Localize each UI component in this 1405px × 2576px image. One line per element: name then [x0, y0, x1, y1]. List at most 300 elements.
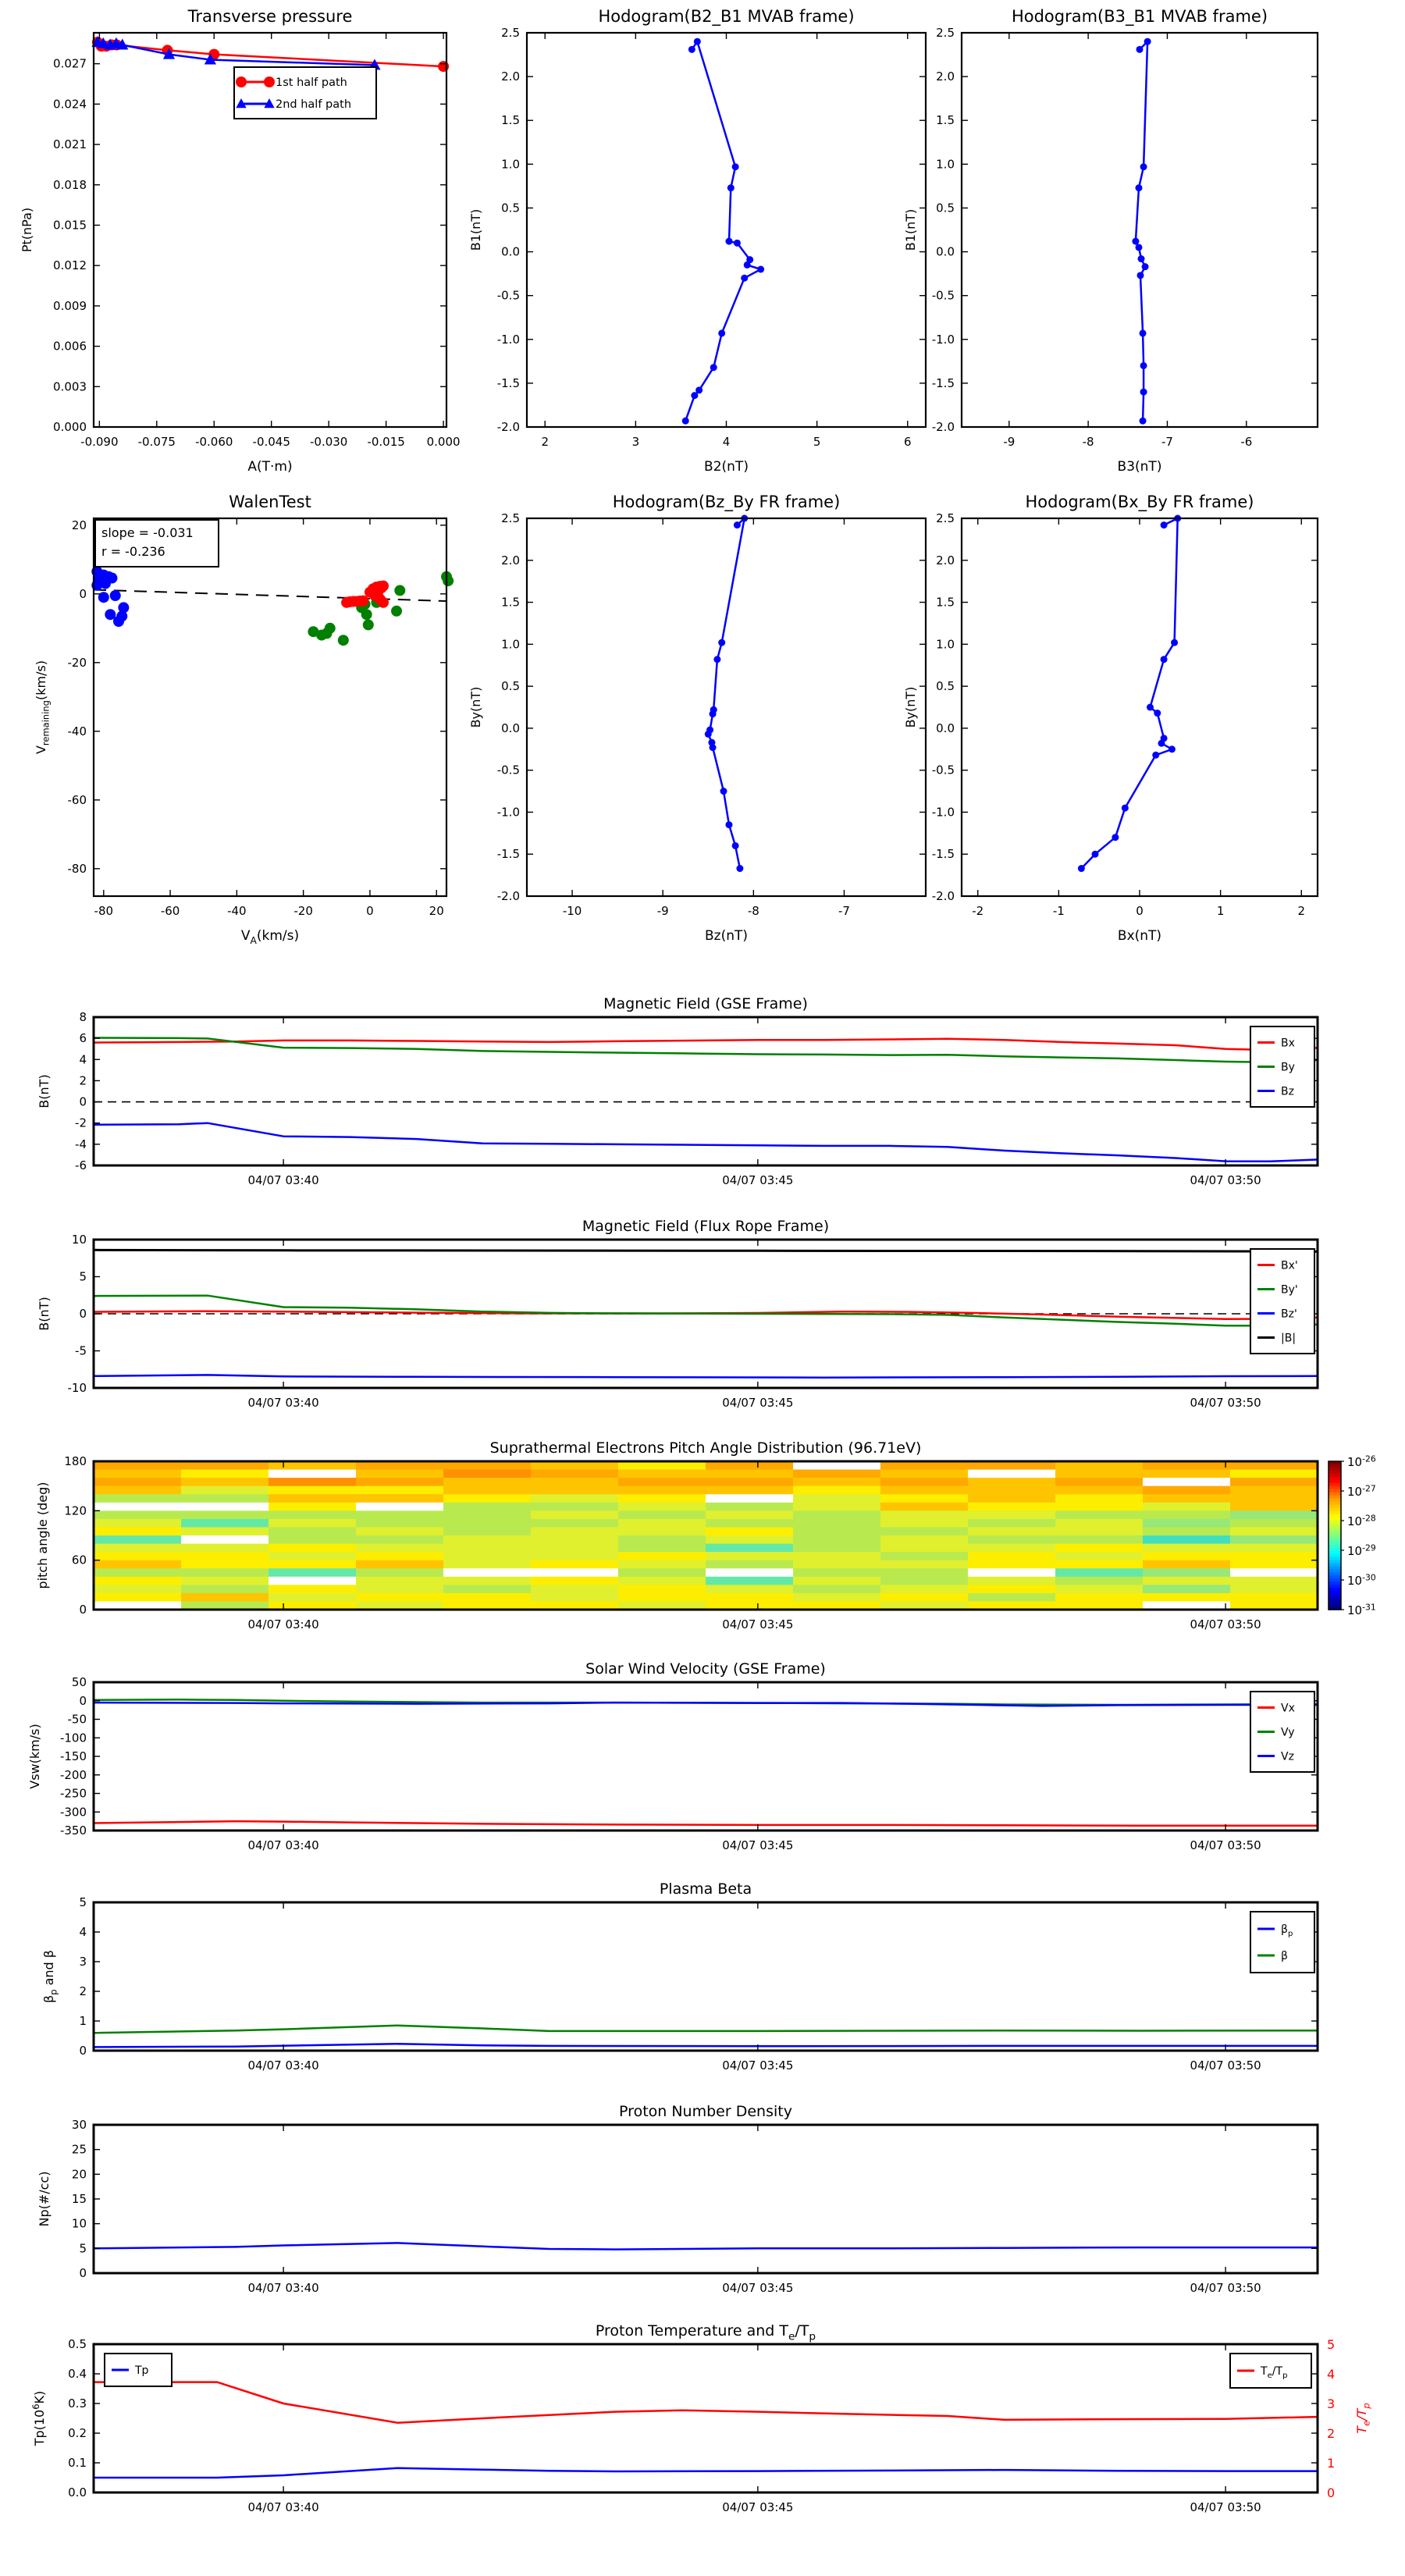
heatmap-cell — [1143, 1577, 1231, 1585]
heatmap-cell — [356, 1527, 444, 1535]
heatmap-cell — [1055, 1519, 1144, 1528]
heatmap-cell — [443, 1461, 532, 1470]
heatmap-cell — [706, 1494, 794, 1503]
x-axis-label: B2(nT) — [704, 459, 749, 475]
y-tick-label: 4 — [79, 1052, 87, 1067]
series-Bz — [94, 1123, 1318, 1162]
heatmap-cell — [1055, 1503, 1144, 1511]
colorbar-cell — [1329, 1523, 1341, 1527]
y-axis-label: Np(#/cc) — [37, 2171, 52, 2227]
colorbar-cell — [1329, 1526, 1341, 1530]
heatmap-cell — [1055, 1470, 1144, 1478]
x-tick-label: 04/07 03:45 — [722, 1173, 794, 1187]
x-tick-label: 04/07 03:40 — [247, 1838, 319, 1852]
x-tick-label: -2 — [972, 904, 984, 918]
colorbar-cell — [1329, 1471, 1341, 1475]
x-tick-label: 04/07 03:50 — [1190, 2500, 1261, 2514]
colorbar-tick-label: $10^{-30}$ — [1347, 1572, 1376, 1588]
y-tick-label: 0.0 — [68, 2485, 87, 2500]
y-tick-label: -1.0 — [496, 332, 520, 347]
y-tick-label: -4 — [75, 1137, 87, 1151]
y-tick-label: 2 — [79, 1984, 87, 1998]
heatmap-cell — [181, 1527, 269, 1535]
legend-label: Bz' — [1281, 1308, 1297, 1321]
marker-dot — [710, 364, 717, 371]
heatmap-cell — [531, 1510, 619, 1519]
heatmap-cell — [181, 1494, 269, 1503]
y-axis-label: $V_{remaining}(km/s)$ — [34, 660, 52, 755]
heatmap-cell — [968, 1544, 1056, 1553]
marker-dot — [705, 731, 712, 738]
marker-dot — [1144, 38, 1151, 45]
heatmap-cell — [356, 1593, 444, 1602]
heatmap-cell — [356, 1577, 444, 1585]
heatmap-cell — [1143, 1461, 1231, 1470]
marker-dot — [1122, 805, 1129, 812]
x-tick-label: -0.015 — [367, 435, 405, 449]
x-tick-label: 04/07 03:45 — [722, 1396, 794, 1410]
y-tick-label: -350 — [59, 1823, 87, 1838]
x-tick-label: 04/07 03:50 — [1190, 1838, 1261, 1852]
marker-circle — [264, 76, 275, 87]
heatmap-cell — [1230, 1486, 1318, 1495]
heatmap-cell — [1230, 1527, 1318, 1535]
y-axis-label: B1(nT) — [468, 208, 483, 251]
heatmap-cell — [443, 1585, 532, 1593]
heatmap-cell — [1143, 1510, 1231, 1519]
heatmap-cell — [793, 1535, 881, 1544]
x-tick-label: -7 — [1161, 435, 1173, 449]
y-tick-label: 1.5 — [501, 113, 520, 128]
y-tick-label: 1.0 — [936, 637, 955, 652]
heatmap-cell — [1143, 1560, 1231, 1569]
legend-label: Vz — [1281, 1750, 1294, 1763]
marker-dot — [363, 619, 374, 630]
y-tick-label: 1.0 — [501, 157, 520, 172]
heatmap-cell — [94, 1527, 182, 1535]
colorbar-cell — [1329, 1504, 1341, 1508]
marker-dot — [378, 597, 389, 608]
heatmap-cell — [618, 1494, 706, 1503]
y-tick-label: 15 — [71, 2192, 87, 2206]
heatmap-cell — [793, 1585, 881, 1593]
y-tick-label: 5 — [79, 2241, 87, 2256]
y-tick-label: -1.5 — [931, 375, 955, 390]
marker-dot — [688, 46, 695, 53]
x-tick-label: 04/07 03:45 — [722, 2500, 794, 2514]
heatmap-cell — [1143, 1585, 1231, 1593]
legend-label: Vx — [1281, 1702, 1295, 1715]
colorbar-cell — [1329, 1557, 1341, 1561]
heatmap-cell — [269, 1494, 357, 1503]
heatmap-cell — [1143, 1535, 1231, 1544]
x-tick-label: -7 — [838, 904, 850, 918]
heatmap-cell — [1055, 1593, 1144, 1602]
heatmap-cell — [94, 1577, 182, 1585]
y-tick-label: 20 — [71, 2167, 87, 2182]
y-tick-label: -60 — [67, 792, 87, 807]
colorbar-cell — [1329, 1535, 1341, 1539]
marker-dot — [443, 575, 454, 586]
x-tick-label: 04/07 03:50 — [1190, 2281, 1261, 2295]
colorbar-cell — [1329, 1560, 1341, 1564]
panel-hodogram_b2_b1 — [468, 7, 926, 475]
y-tick-label: 25 — [71, 2142, 87, 2157]
heatmap-cell — [443, 1535, 532, 1544]
heatmap-cell — [1143, 1494, 1231, 1503]
colorbar-cell — [1329, 1603, 1341, 1607]
panel-title: Proton Temperature and $T_e/T_p$ — [595, 2322, 816, 2343]
x-axis-label: $V_A(km/s)$ — [240, 928, 300, 946]
marker-dot — [394, 585, 405, 596]
y-tick-label: -1.5 — [931, 847, 955, 862]
heatmap-cell — [269, 1478, 357, 1486]
y-tick-label: -5 — [75, 1343, 87, 1358]
x-tick-label: -0.045 — [252, 435, 290, 449]
heatmap-cell — [1143, 1568, 1231, 1577]
colorbar-cell — [1329, 1493, 1341, 1496]
panel-vsw — [27, 1660, 1318, 1852]
y-tick-label: -80 — [67, 861, 87, 876]
heatmap-cell — [356, 1535, 444, 1544]
heatmap-cell — [181, 1478, 269, 1486]
heatmap-cell — [1143, 1593, 1231, 1602]
heatmap-cell — [968, 1478, 1056, 1486]
heatmap-cell — [531, 1593, 619, 1602]
y-tick-label: 6 — [79, 1031, 87, 1046]
colorbar-tick-label: $10^{-29}$ — [1347, 1542, 1376, 1558]
heatmap-cell — [793, 1503, 881, 1511]
marker-dot — [1161, 656, 1168, 663]
heatmap-cell — [968, 1486, 1056, 1495]
heatmap-cell — [618, 1544, 706, 1553]
colorbar-tick-label: $10^{-28}$ — [1347, 1513, 1376, 1528]
marker-dot — [1137, 272, 1144, 279]
heatmap-cell — [181, 1560, 269, 1569]
heatmap-cell — [356, 1585, 444, 1593]
y-axis-label: $Tp(10^6K)$ — [30, 2390, 47, 2446]
x-tick-label: -6 — [1240, 435, 1253, 449]
markers-B2_B1 path — [682, 38, 764, 425]
x-tick-label: -9 — [656, 904, 669, 918]
marker-dot — [694, 38, 701, 45]
panel-title: Hodogram(B2_B1 MVAB frame) — [598, 7, 855, 26]
heatmap-cell — [880, 1552, 969, 1560]
y-tick-label: -6 — [75, 1158, 87, 1172]
panel-tp — [30, 2322, 1372, 2514]
right-tick-label: 5 — [1327, 2337, 1336, 2352]
heatmap-cell — [269, 1560, 357, 1569]
heatmap-cell — [706, 1519, 794, 1528]
heatmap-cell — [880, 1585, 969, 1593]
heatmap-cell — [1230, 1461, 1318, 1470]
y-tick-label: 10 — [71, 2216, 87, 2231]
heatmap-cell — [1230, 1544, 1318, 1553]
heatmap-cell — [793, 1461, 881, 1470]
heatmap-cell — [1055, 1560, 1144, 1569]
legend-label: Bx — [1281, 1037, 1295, 1050]
heatmap-cell — [94, 1535, 182, 1544]
legend-label: |B| — [1281, 1332, 1297, 1345]
heatmap-cell — [1055, 1552, 1144, 1560]
y-axis-label: $\beta_p$ and β — [41, 1949, 59, 2004]
colorbar-cell — [1329, 1542, 1341, 1546]
colorbar-cell — [1329, 1582, 1341, 1585]
heatmap-cell — [181, 1461, 269, 1470]
y-tick-label: 0.2 — [68, 2426, 87, 2440]
y-tick-label: 2.5 — [936, 511, 955, 525]
legend-label: β — [1281, 1950, 1288, 1962]
right-tick-label: 1 — [1327, 2456, 1336, 2471]
heatmap-cell — [181, 1503, 269, 1511]
marker-dot — [1138, 255, 1145, 262]
y-tick-label: 2 — [79, 1073, 87, 1088]
x-tick-label: 04/07 03:40 — [247, 1617, 319, 1631]
heatmap-cell — [443, 1568, 532, 1577]
marker-dot — [691, 392, 698, 399]
colorbar-cell — [1329, 1591, 1341, 1595]
marker-dot — [720, 788, 727, 795]
y-tick-label: -2.0 — [496, 889, 520, 903]
heatmap-cell — [94, 1486, 182, 1495]
y-tick-label: 0 — [79, 1693, 87, 1708]
series-Bx_By path — [1081, 518, 1177, 869]
heatmap-cell — [968, 1519, 1056, 1528]
colorbar-cell — [1329, 1548, 1341, 1552]
heatmap-cell — [269, 1461, 357, 1470]
heatmap-cell — [880, 1510, 969, 1519]
heatmap-cell — [618, 1478, 706, 1486]
y-tick-label: 0 — [79, 1603, 87, 1617]
y-tick-label: 0.003 — [53, 379, 87, 394]
heatmap-cell — [1230, 1470, 1318, 1478]
y-tick-label: 3 — [79, 1955, 87, 1969]
marker-circle — [236, 76, 247, 87]
heatmap-cell — [968, 1470, 1056, 1478]
y-tick-label: 0.5 — [68, 2337, 87, 2351]
heatmap-cell — [618, 1568, 706, 1577]
heatmap-cell — [443, 1552, 532, 1560]
x-tick-label: 4 — [722, 435, 731, 449]
marker-dot — [1140, 163, 1147, 170]
axes-frame — [527, 518, 926, 896]
heatmap-cell — [181, 1519, 269, 1528]
heatmap-cell — [531, 1568, 619, 1577]
y-tick-label: 2.0 — [936, 69, 955, 84]
colorbar-cell — [1329, 1588, 1341, 1592]
colorbar-cell — [1329, 1474, 1341, 1478]
heatmap-cell — [968, 1461, 1056, 1470]
heatmap-cell — [793, 1544, 881, 1553]
marker-dot — [734, 521, 741, 528]
panel-title: Proton Number Density — [619, 2103, 792, 2120]
heatmap-cell — [880, 1544, 969, 1553]
heatmap-cell — [531, 1577, 619, 1585]
heatmap-cell — [880, 1527, 969, 1535]
marker-dot — [1132, 238, 1139, 245]
panel-title: Plasma Beta — [659, 1880, 752, 1898]
heatmap-cell — [1143, 1503, 1231, 1511]
y-tick-label: 0.024 — [53, 97, 87, 112]
heatmap-cell — [1055, 1510, 1144, 1519]
y-tick-label: 180 — [64, 1454, 87, 1468]
marker-dot — [718, 329, 725, 336]
heatmap-cell — [356, 1510, 444, 1519]
y-tick-label: 0.5 — [936, 679, 955, 694]
marker-dot — [1136, 46, 1144, 53]
marker-dot — [1168, 745, 1176, 753]
series-Tp — [94, 2468, 1318, 2478]
heatmap-cell — [1055, 1535, 1144, 1544]
panel-title: Hodogram(B3_B1 MVAB frame) — [1011, 7, 1268, 26]
x-axis-label: Bz(nT) — [704, 928, 749, 944]
x-tick-label: 5 — [813, 435, 821, 449]
heatmap-cell — [269, 1486, 357, 1495]
marker-dot — [732, 163, 739, 170]
y-axis-label: Vsw(km/s) — [27, 1724, 42, 1789]
marker-dot — [361, 609, 372, 620]
heatmap-cell — [880, 1535, 969, 1544]
colorbar-cell — [1329, 1567, 1341, 1571]
marker-dot — [710, 710, 717, 717]
heatmap-cell — [531, 1503, 619, 1511]
heatmap-cell — [356, 1478, 444, 1486]
x-tick-label: 04/07 03:45 — [722, 2281, 794, 2295]
heatmap-cell — [1230, 1519, 1318, 1528]
heatmap-cell — [618, 1535, 706, 1544]
marker-dot — [736, 865, 743, 872]
heatmap-cell — [880, 1486, 969, 1495]
colorbar-cell — [1329, 1510, 1341, 1514]
panel-mag_gse — [37, 995, 1318, 1187]
y-tick-label: 60 — [71, 1553, 87, 1567]
legend-label: $T_e/T_p$ — [1261, 2365, 1288, 2380]
colorbar — [1329, 1453, 1376, 1617]
x-tick-label: -1 — [1052, 904, 1065, 918]
x-tick-label: -9 — [1003, 435, 1016, 449]
series-Np — [94, 2243, 1318, 2249]
colorbar-tick-label: $10^{-26}$ — [1347, 1453, 1376, 1469]
x-tick-label: -0.075 — [137, 435, 176, 449]
heatmap-cell — [706, 1560, 794, 1569]
x-tick-label: -8 — [747, 904, 759, 918]
colorbar-cell — [1329, 1554, 1341, 1558]
heatmap-cell — [706, 1593, 794, 1602]
heatmap-cell — [443, 1577, 532, 1585]
heatmap-cell — [618, 1503, 706, 1511]
colorbar-cell — [1329, 1507, 1341, 1511]
heatmap-cell — [531, 1461, 619, 1470]
heatmap-cell — [968, 1568, 1056, 1577]
y-axis-label: B1(nT) — [903, 208, 918, 251]
colorbar-cell — [1329, 1486, 1341, 1490]
heatmap-cell — [793, 1577, 881, 1585]
heatmap-cell — [793, 1494, 881, 1503]
heatmap-cell — [880, 1593, 969, 1602]
x-tick-label: -8 — [1082, 435, 1094, 449]
heatmap-cell — [1230, 1593, 1318, 1602]
heatmap-cell — [531, 1560, 619, 1569]
legend-label: Bx' — [1281, 1259, 1298, 1272]
annotation-line: r = -0.236 — [101, 544, 165, 559]
heatmap-cell — [793, 1568, 881, 1577]
y-tick-label: 0 — [79, 2044, 87, 2058]
heatmap-cell — [793, 1552, 881, 1560]
heatmap-cell — [1230, 1577, 1318, 1585]
y-tick-label: 2.0 — [501, 69, 520, 84]
legend-label: By' — [1281, 1283, 1298, 1297]
y-tick-label: -200 — [59, 1767, 87, 1782]
marker-dot — [357, 596, 368, 607]
heatmap-cell — [356, 1544, 444, 1553]
heatmap-cell — [1055, 1585, 1144, 1593]
heatmap-cell — [880, 1478, 969, 1486]
marker-dot — [732, 842, 739, 849]
heatmap-cell — [1143, 1527, 1231, 1535]
heatmap-cell — [356, 1568, 444, 1577]
heatmap-cell — [968, 1494, 1056, 1503]
markers-group-3 — [341, 581, 389, 608]
colorbar-cell — [1329, 1477, 1341, 1481]
heatmap-cell — [531, 1519, 619, 1528]
heatmap-cell — [94, 1552, 182, 1560]
y-tick-label: -0.5 — [931, 763, 955, 777]
marker-dot — [106, 573, 117, 584]
x-tick-label: -0.060 — [195, 435, 233, 449]
heatmap-cell — [1055, 1461, 1144, 1470]
y-axis-label: By(nT) — [903, 686, 918, 728]
y-tick-label: 0.012 — [53, 258, 87, 273]
y-tick-label: 1.0 — [936, 157, 955, 172]
colorbar-cell — [1329, 1496, 1341, 1500]
x-tick-label: 04/07 03:40 — [247, 2058, 319, 2073]
y-tick-label: -1.5 — [496, 847, 520, 862]
heatmap-cell — [880, 1568, 969, 1577]
x-axis-label: A(T·m) — [247, 459, 293, 475]
colorbar-cell — [1329, 1499, 1341, 1503]
y-tick-label: -0.5 — [496, 288, 520, 303]
heatmap-cell — [531, 1552, 619, 1560]
axes-frame — [94, 1902, 1318, 2051]
y-tick-label: 0.0 — [936, 244, 955, 259]
colorbar-cell — [1329, 1517, 1341, 1521]
heatmap-cell — [1143, 1470, 1231, 1478]
x-axis-label: B3(nT) — [1117, 459, 1162, 475]
marker-dot — [1171, 639, 1178, 646]
marker-dot — [741, 275, 748, 282]
y-tick-label: 1 — [79, 2014, 87, 2028]
heatmap-cell — [443, 1486, 532, 1495]
series-Bz' — [94, 1375, 1318, 1377]
y-tick-label: 1.5 — [936, 595, 955, 610]
heatmap-cell — [531, 1527, 619, 1535]
heatmap-cell — [531, 1478, 619, 1486]
heatmap-cell — [880, 1461, 969, 1470]
right-tick-label: 3 — [1327, 2396, 1336, 2411]
series-beta_p — [94, 2044, 1318, 2047]
markers-Bx_By path — [1078, 515, 1181, 873]
marker-dot — [113, 616, 124, 627]
heatmap-cell — [793, 1593, 881, 1602]
right-tick-label: 2 — [1327, 2426, 1336, 2441]
heatmap-cell — [1230, 1478, 1318, 1486]
x-tick-label: 04/07 03:50 — [1190, 1396, 1261, 1410]
y-tick-label: -2.0 — [931, 420, 955, 434]
heatmap-cell — [1143, 1544, 1231, 1553]
marker-dot — [325, 623, 336, 634]
heatmap-cell — [1055, 1544, 1144, 1553]
heatmap-cell — [94, 1503, 182, 1511]
